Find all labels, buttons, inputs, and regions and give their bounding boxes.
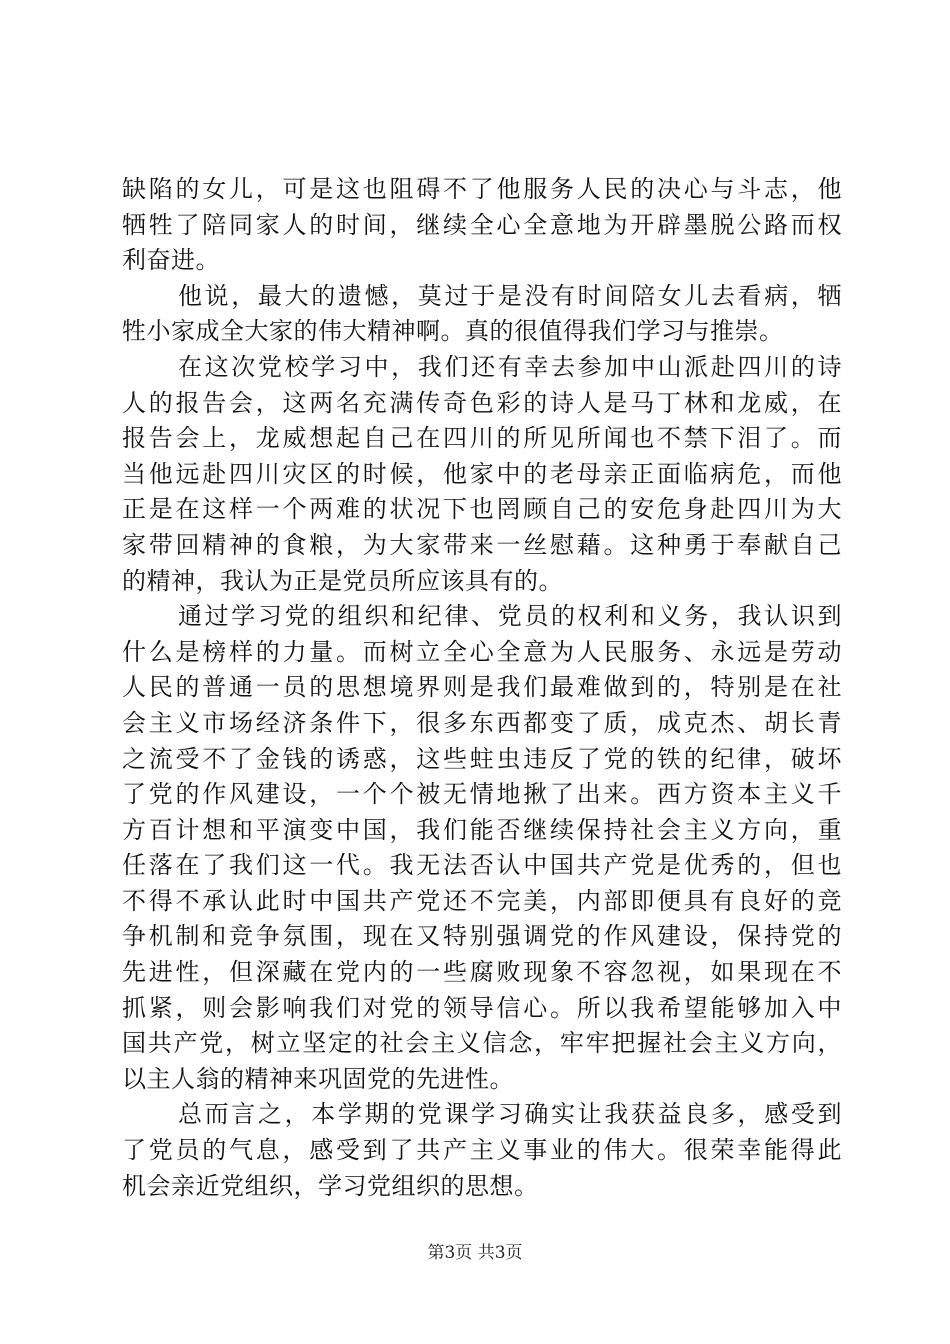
page-total: 共3页 xyxy=(477,1243,523,1263)
text-line: 人的报告会，这两名充满传奇色彩的诗人是马丁林和龙威，在 xyxy=(122,388,842,417)
text-line: 之流受不了金钱的诱惑，这些蛀虫违反了党的铁的纪律，破坏 xyxy=(122,744,842,773)
text-line: 在这次党校学习中，我们还有幸去参加中山派赴四川的诗 xyxy=(178,352,842,381)
text-line: 了党员的气息，感受到了共产主义事业的伟大。很荣幸能得此 xyxy=(122,1136,842,1165)
text-line: 家带回精神的食粮，为大家带来一丝慰藉。这种勇于奉献自己 xyxy=(122,530,842,559)
text-line: 抓紧，则会影响我们对党的领导信心。所以我希望能够加入中 xyxy=(122,993,842,1022)
text-line: 争机制和竞争氛围，现在又特别强调党的作风建设，保持党的 xyxy=(122,922,842,951)
text-line: 他说，最大的遗憾，莫过于是没有时间陪女儿去看病，牺 xyxy=(178,281,842,310)
text-line: 报告会上，龙威想起自己在四川的所见所闻也不禁下泪了。而 xyxy=(122,424,842,453)
text-line: 国共产党，树立坚定的社会主义信念，牢牢把握社会主义方向， xyxy=(122,1029,842,1058)
text-line: 牲小家成全大家的伟大精神啊。真的很值得我们学习与推崇。 xyxy=(122,317,784,346)
text-line: 总而言之，本学期的党课学习确实让我获益良多，感受到 xyxy=(178,1100,842,1129)
text-line: 当他远赴四川灾区的时候，他家中的老母亲正面临病危，而他 xyxy=(122,459,842,488)
text-line: 利奋进。 xyxy=(122,246,220,275)
text-line: 的精神，我认为正是党员所应该具有的。 xyxy=(122,566,563,595)
text-line: 任落在了我们这一代。我无法否认中国共产党是优秀的，但也 xyxy=(122,851,842,880)
text-line: 通过学习党的组织和纪律、党员的权利和义务，我认识到 xyxy=(178,602,842,631)
text-line: 什么是榜样的力量。而树立全心全意为人民服务、永远是劳动 xyxy=(122,637,842,666)
page-footer xyxy=(0,1241,950,1265)
text-line: 以主人翁的精神来巩固党的先进性。 xyxy=(122,1064,514,1093)
text-line: 了党的作风建设，一个个被无情地揪了出来。西方资本主义千 xyxy=(122,780,842,809)
page-number: 第3页 xyxy=(427,1243,473,1263)
text-line: 牺牲了陪同家人的时间，继续全心全意地为开辟墨脱公路而权 xyxy=(122,210,842,239)
text-line: 机会亲近党组织，学习党组织的思想。 xyxy=(122,1171,539,1200)
text-line: 人民的普通一员的思想境界则是我们最难做到的，特别是在社 xyxy=(122,673,842,702)
text-line: 会主义市场经济条件下，很多东西都变了质，成克杰、胡长青 xyxy=(122,708,842,737)
document-body xyxy=(122,172,842,1204)
text-line: 正是在这样一个两难的状况下也罔顾自己的安危身赴四川为大 xyxy=(122,495,842,524)
text-line: 先进性，但深藏在党内的一些腐败现象不容忽视，如果现在不 xyxy=(122,958,842,987)
text-line: 缺陷的女儿，可是这也阻碍不了他服务人民的决心与斗志，他 xyxy=(122,175,842,203)
text-line: 方百计想和平演变中国，我们能否继续保持社会主义方向，重 xyxy=(122,815,842,844)
text-line: 不得不承认此时中国共产党还不完美，内部即便具有良好的竞 xyxy=(122,886,842,915)
